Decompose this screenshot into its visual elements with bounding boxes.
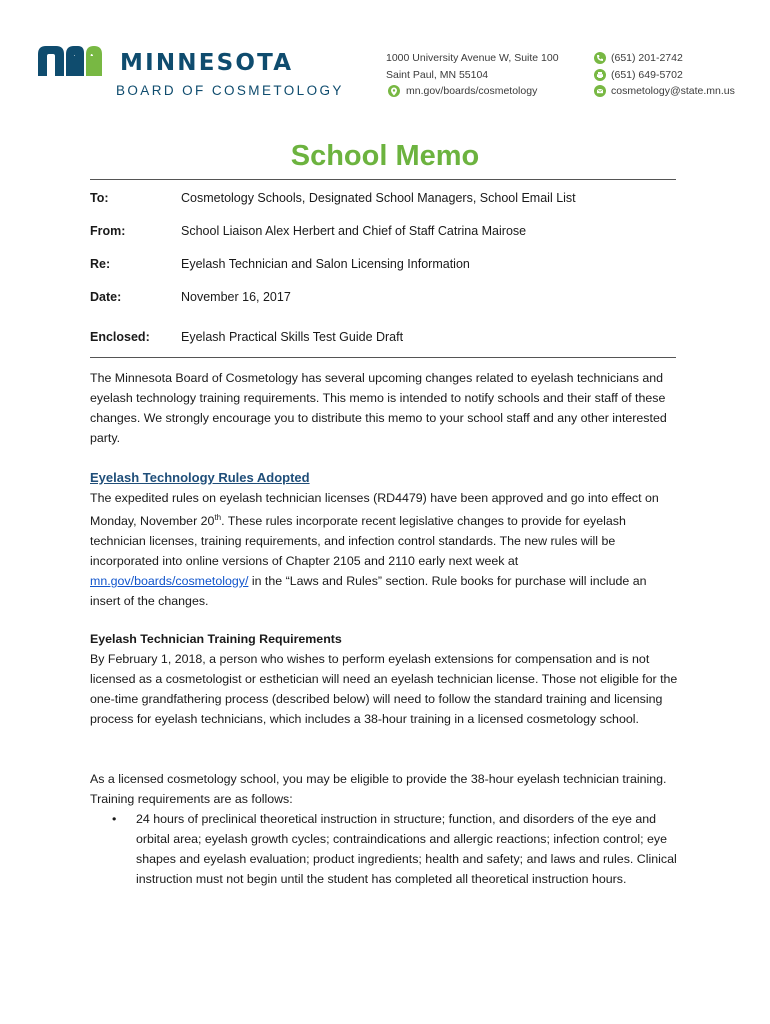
email-address[interactable]: cosmetology@state.mn.us [611,85,735,97]
board-logo [36,42,356,102]
phone-icon [594,52,606,64]
to-field [90,191,576,205]
enclosed-label: Enclosed: [90,330,150,344]
location-pin-icon [388,85,400,97]
page-title: School Memo [290,140,480,172]
rules-text-b: . These rules incorporate recent legislative changes to provide for eyelash technician licenses, training requirements, and infection control standards. The new rules will be incorporated into online versions of Chapter 2105 and 2110 early next week at [90,514,626,569]
enclosed-field [90,330,403,344]
to-value: Cosmetology Schools, Designated School Managers, School Email List [181,191,576,205]
training-text: By February 1, 2018, a person who wishes to perform eyelash extensions for compensation and is not licensed as a cosmetologist or esthetician will need an eyelash technician license. Those not eligible for the one-time grandfathering process (described below) will need to follow the standard training and licensing process for eyelash technicians, which includes a 38-hour training in a licensed cosmetology school. [90,652,678,726]
rules-adopted-text [90,488,680,611]
training-heading: Eyelash Technician Training Requirements [90,632,342,646]
to-label: To: [90,191,109,205]
training-eligibility-paragraph [90,769,680,809]
title-divider [90,179,676,180]
website-link[interactable]: mn.gov/boards/cosmetology [406,85,538,97]
contact-block [594,50,735,100]
bullet-marker: • [112,812,117,826]
from-label: From: [90,224,126,238]
org-subtitle: BOARD OF COSMETOLOGY [116,83,344,98]
address-line-1: 1000 University Avenue W, Suite 100 [386,52,559,64]
superscript-th: th [214,513,222,522]
rules-text-c: in the “Laws and Rules” section. Rule books for purchase will include an insert of the changes. [90,574,647,609]
date-label: Date: [90,290,122,304]
re-field [90,257,470,271]
enclosed-value: Eyelash Practical Skills Test Guide Draft [181,330,404,344]
date-value: November 16, 2017 [181,290,291,304]
intro-paragraph [90,368,680,448]
fax-number: (651) 649-5702 [611,68,683,81]
phone-number: (651) 201-2742 [611,52,683,64]
fax-icon [594,69,606,81]
date-field [90,290,291,304]
rules-text-a: The expedited rules on eyelash technician licenses (RD4479) have been approved and go into effect on Monday, November 20 [90,491,659,529]
list-item [90,809,680,889]
address-line-2: Saint Paul, MN 55104 [386,68,489,81]
re-value: Eyelash Technician and Salon Licensing Information [181,257,470,271]
mn-logo-icon [36,44,104,78]
website-row [386,83,559,100]
training-eligibility-text: As a licensed cosmetology school, you may be eligible to provide the 38-hour eyelash technician training. Training requirements are as follows: [90,772,667,806]
phone-row [594,50,735,67]
from-field [90,224,526,238]
org-name: MINNESOTA [120,50,294,76]
bullet-text: 24 hours of preclinical theoretical instruction in structure; function, and disorders of the eye and orbital area; eyelash growth cycles; contraindications and allergic reactions; infection control; eye shapes and eyelash evaluation; product ingredients; health and safety; and laws and rules. Clinical instruction must not begin until the student has completed all theoretical instruction hours. [136,812,677,886]
cosmetology-rules-link[interactable]: mn.gov/boards/cosmetology/ [90,574,249,589]
email-icon [594,85,606,97]
email-row [594,83,735,100]
section-training-requirements [90,629,680,729]
address-block [386,50,559,100]
re-label: Re: [90,257,111,271]
rules-adopted-heading[interactable]: Eyelash Technology Rules Adopted [90,470,310,485]
section-rules-adopted [90,468,680,611]
fax-row [594,67,735,84]
intro-text: The Minnesota Board of Cosmetology has several upcoming changes related to eyelash technicians and eyelash technology training requirements. This memo is intended to notify schools and their staff of these changes. We strongly encourage you to distribute this memo to your school staff and any other interested party. [90,371,667,445]
from-value: School Liaison Alex Herbert and Chief of Staff Catrina Mairose [181,224,527,238]
fields-divider [90,357,676,358]
